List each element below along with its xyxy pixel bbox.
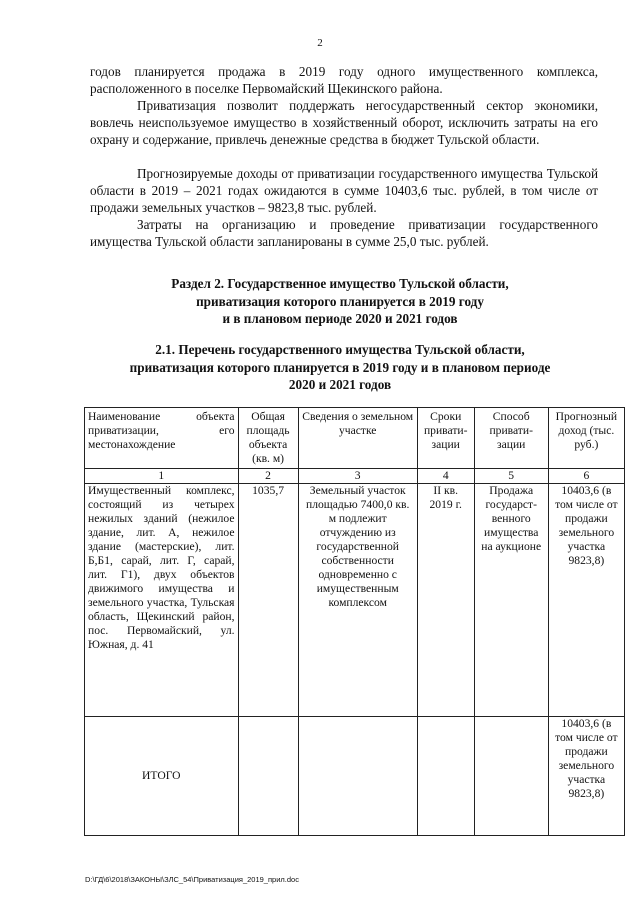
cell-total-income: 10403,6 (в том числе от продажи земельного участка 9823,8) <box>548 717 624 836</box>
footer-file-path: D:\ГД\6\2018\ЗАКОНЫ\ЗЛС_54\Приватизация_2019_прил.doc <box>85 875 299 884</box>
subsection-heading-line: 2020 и 2021 годов <box>288 377 392 392</box>
header-object-name: Наименование объекта приватизации, его местонахождение <box>85 408 239 469</box>
cell-empty <box>474 717 548 836</box>
cell-empty <box>238 717 298 836</box>
subsection-heading <box>80 341 600 394</box>
cell-area: 1035,7 <box>238 484 298 717</box>
cell-total-label: ИТОГО <box>85 717 239 836</box>
page-number: 2 <box>317 37 323 49</box>
table-total-row <box>85 717 625 836</box>
column-number: 6 <box>548 469 624 484</box>
section-heading <box>80 275 600 328</box>
section-heading-line: приватизация которого планируется в 2019 году <box>196 293 484 309</box>
cell-object-name: Имущественный комплекс, состоящий из четырех нежилых зданий (нежилое здание, лит. А, нежилое здание (мастерские), лит. Б,Б1, сарай, лит. Г, сарай, лит. Г1), двух объектов движимого имущества и земельного участка, Тульская область, Щекинский район, пос. Первомайский, ул. Южная, д. 41 <box>85 484 239 717</box>
header-land-info: Сведения о земельном участке <box>298 408 417 469</box>
subsection-heading-line: 2.1. Перечень государственного имущества Тульской области, <box>155 342 525 357</box>
paragraph-intro: годов планируется продажа в 2019 году одного имущественного комплекса, расположенного в поселке Первомайский Щекинского района. <box>90 64 598 96</box>
header-method: Способ привати-зации <box>474 408 548 469</box>
column-number: 5 <box>474 469 548 484</box>
section-heading-line: Раздел 2. Государственное имущество Тульской области, <box>171 276 509 291</box>
cell-empty <box>417 717 474 836</box>
header-term: Сроки привати-зации <box>417 408 474 469</box>
paragraph-privatization-purpose: Приватизация позволит поддержать негосударственный сектор экономики, вовлечь неиспользуемое имущество в хозяйственный оборот, исключить затраты на его охрану и содержание, привлечь денежные средства в бюджет Тульской области. <box>90 98 598 147</box>
column-number: 1 <box>85 469 239 484</box>
paragraph-costs: Затраты на организацию и проведение приватизации государственного имущества Тульской области запланированы в сумме 25,0 тыс. рублей. <box>90 217 598 249</box>
table-header-row <box>85 408 625 469</box>
cell-land-info: Земельный участок площадью 7400,0 кв. м подлежит отчуждению из государственной собственности одновременно с имущественным комплексом <box>298 484 417 717</box>
column-number: 2 <box>238 469 298 484</box>
cell-income: 10403,6 (в том числе от продажи земельного участка 9823,8) <box>548 484 624 717</box>
column-numbers-row <box>85 469 625 484</box>
paragraph-expected-income: Прогнозируемые доходы от приватизации государственного имущества Тульской области в 2019 – 2021 годах ожидаются в сумме 10403,6 тыс. рублей, в том числе от продажи земельных участков – 9823,8 тыс. рублей. <box>90 166 598 215</box>
cell-empty <box>298 717 417 836</box>
header-income: Прогнозный доход (тыс. руб.) <box>548 408 624 469</box>
subsection-heading-line: приватизация которого планируется в 2019 году и в плановом периоде <box>129 359 551 375</box>
header-area: Общая площадь объекта (кв. м) <box>238 408 298 469</box>
cell-method: Продажа государст-венного имущества на аукционе <box>474 484 548 717</box>
column-number: 4 <box>417 469 474 484</box>
cell-term: II кв. 2019 г. <box>417 484 474 717</box>
privatization-table <box>84 407 625 836</box>
table-row <box>85 484 625 717</box>
section-heading-line: и в плановом периоде 2020 и 2021 годов <box>222 311 458 326</box>
column-number: 3 <box>298 469 417 484</box>
